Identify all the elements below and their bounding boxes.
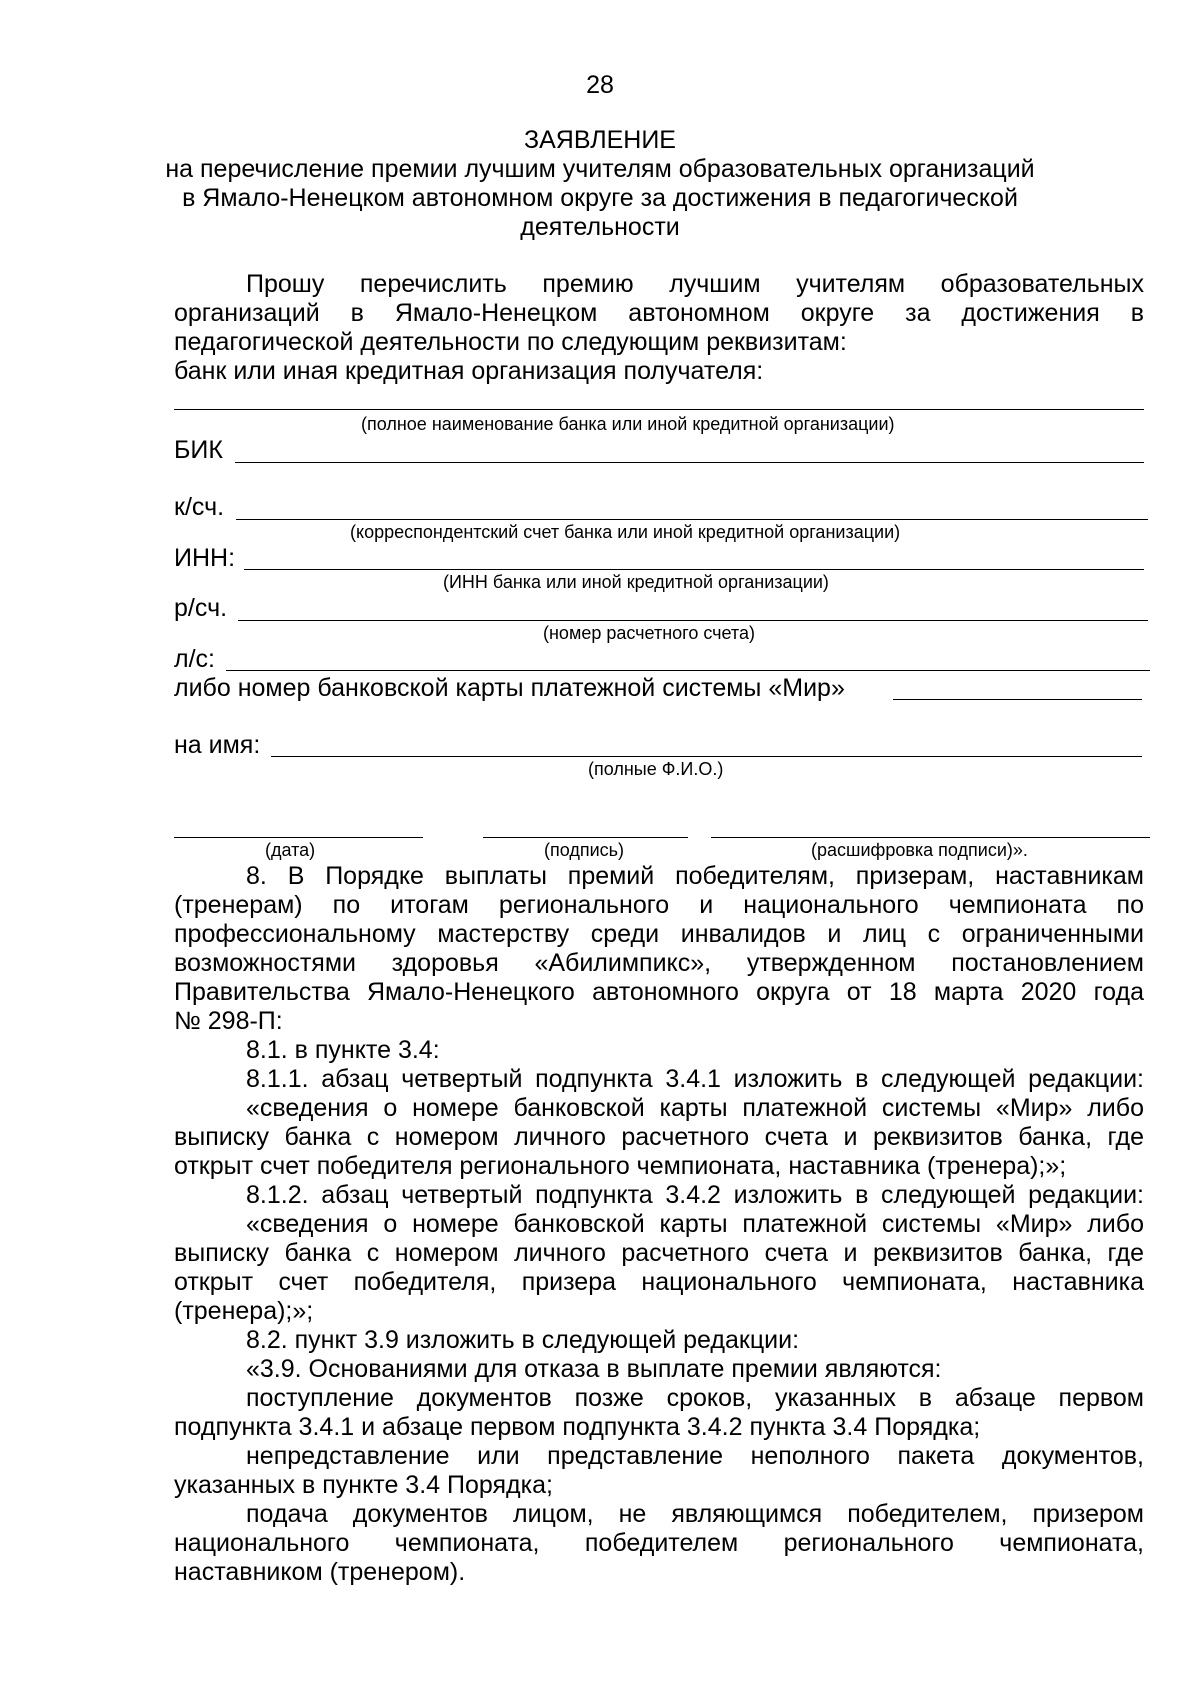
body-line-9: «сведения о номере банковской карты платежной системы «Мир» либо [246, 1094, 1144, 1122]
request-line-1: Прошу перечислить премию лучшим учителям образовательных [246, 270, 1144, 298]
body-line-18: «3.9. Основаниями для отказа в выплате премии являются: [246, 1355, 942, 1383]
body-line-11: открыт счет победителя регионального чемпионата, наставника (тренера);»; [174, 1152, 1067, 1180]
decode-blank[interactable] [711, 837, 1150, 838]
subtitle-line-2: в Ямало-Ненецком автономном округе за достижения в педагогической [182, 184, 1018, 212]
body-line-7: 8.1. в пункте 3.4: [246, 1036, 440, 1064]
bik-blank[interactable] [235, 462, 1144, 463]
document-title: ЗАЯВЛЕНИЕ [523, 126, 676, 154]
ls-label: л/с: [174, 645, 215, 673]
decode-hint: (расшифровка подписи)». [811, 840, 1028, 860]
body-line-4: возможностями здоровья «Абилимпикс», утвержденном постановлением [174, 949, 1144, 977]
signature-blank[interactable] [483, 837, 688, 838]
ls-blank[interactable] [226, 670, 1150, 671]
body-line-21: непредставление или представление неполного пакета документов, [246, 1442, 1144, 1470]
bank-name-blank[interactable] [174, 409, 1144, 410]
rs-hint: (номер расчетного счета) [543, 623, 755, 643]
card-blank[interactable] [893, 699, 1142, 700]
bank-name-hint: (полное наименование банка или иной кредитной организации) [361, 414, 895, 434]
request-line-2: организаций в Ямало-Ненецком автономном округе за достижения в [174, 299, 1144, 327]
date-hint: (дата) [265, 840, 316, 860]
body-line-8: 8.1.1. абзац четвертый подпункта 3.4.1 изложить в следующей редакции: [246, 1065, 1144, 1093]
inn-blank[interactable] [244, 569, 1144, 570]
body-line-5: Правительства Ямало-Ненецкого автономного округа от 18 марта 2020 года [174, 978, 1144, 1006]
body-line-19: поступление документов позже сроков, указанных в абзаце первом [246, 1384, 1144, 1412]
body-line-1: 8. В Порядке выплаты премий победителям, призерам, наставникам [246, 862, 1144, 890]
body-line-13: «сведения о номере банковской карты платежной системы «Мир» либо [246, 1210, 1144, 1238]
subtitle-line-1: на перечисление премии лучшим учителям образовательных организаций [165, 155, 1035, 183]
body-line-22: указанных в пункте 3.4 Порядка; [174, 1471, 553, 1499]
body-line-17: 8.2. пункт 3.9 изложить в следующей редакции: [246, 1326, 800, 1354]
rs-blank[interactable] [238, 620, 1148, 621]
page-number: 28 [586, 71, 614, 99]
inn-hint: (ИНН банка или иной кредитной организации) [443, 572, 829, 592]
ks-hint: (корреспондентский счет банка или иной кредитной организации) [350, 522, 901, 542]
body-line-10: выписку банка с номером личного расчетного счета и реквизитов банка, где [174, 1123, 1144, 1151]
card-label: либо номер банковской карты платежной системы «Мир» [174, 674, 845, 702]
request-line-4: банк или иная кредитная организация получателя: [174, 357, 764, 385]
body-line-6: № 298-П: [174, 1007, 283, 1035]
ks-label: к/сч. [174, 493, 225, 521]
body-line-3: профессиональному мастерству среди инвалидов и лиц с ограниченными [174, 920, 1144, 948]
body-line-2: (тренерам) по итогам регионального и национального чемпионата по [174, 891, 1144, 919]
rs-label: р/сч. [174, 594, 228, 622]
date-blank[interactable] [174, 837, 423, 838]
body-line-24: национального чемпионата, победителем регионального чемпионата, [174, 1529, 1144, 1557]
body-line-14: выписку банка с номером личного расчетного счета и реквизитов банка, где [174, 1239, 1144, 1267]
body-line-12: 8.1.2. абзац четвертый подпункта 3.4.2 изложить в следующей редакции: [246, 1181, 1144, 1209]
name-hint: (полные Ф.И.О.) [588, 759, 724, 779]
body-line-15: открыт счет победителя, призера национального чемпионата, наставника [174, 1268, 1144, 1296]
subtitle-line-3: деятельности [520, 213, 680, 241]
bik-label: БИК [174, 436, 223, 464]
body-line-23: подача документов лицом, не являющимся победителем, призером [246, 1500, 1144, 1528]
name-label: на имя: [174, 731, 261, 759]
body-line-25: наставником (тренером). [174, 1558, 466, 1586]
request-line-3: педагогической деятельности по следующим реквизитам: [174, 328, 847, 356]
body-line-16: (тренера);»; [174, 1297, 314, 1325]
signature-hint: (подпись) [544, 840, 625, 860]
ks-blank[interactable] [236, 519, 1148, 520]
inn-label: ИНН: [174, 544, 236, 572]
name-blank[interactable] [271, 756, 1142, 757]
body-line-20: подпункта 3.4.1 и абзаце первом подпункта 3.4.2 пункта 3.4 Порядка; [174, 1413, 981, 1441]
